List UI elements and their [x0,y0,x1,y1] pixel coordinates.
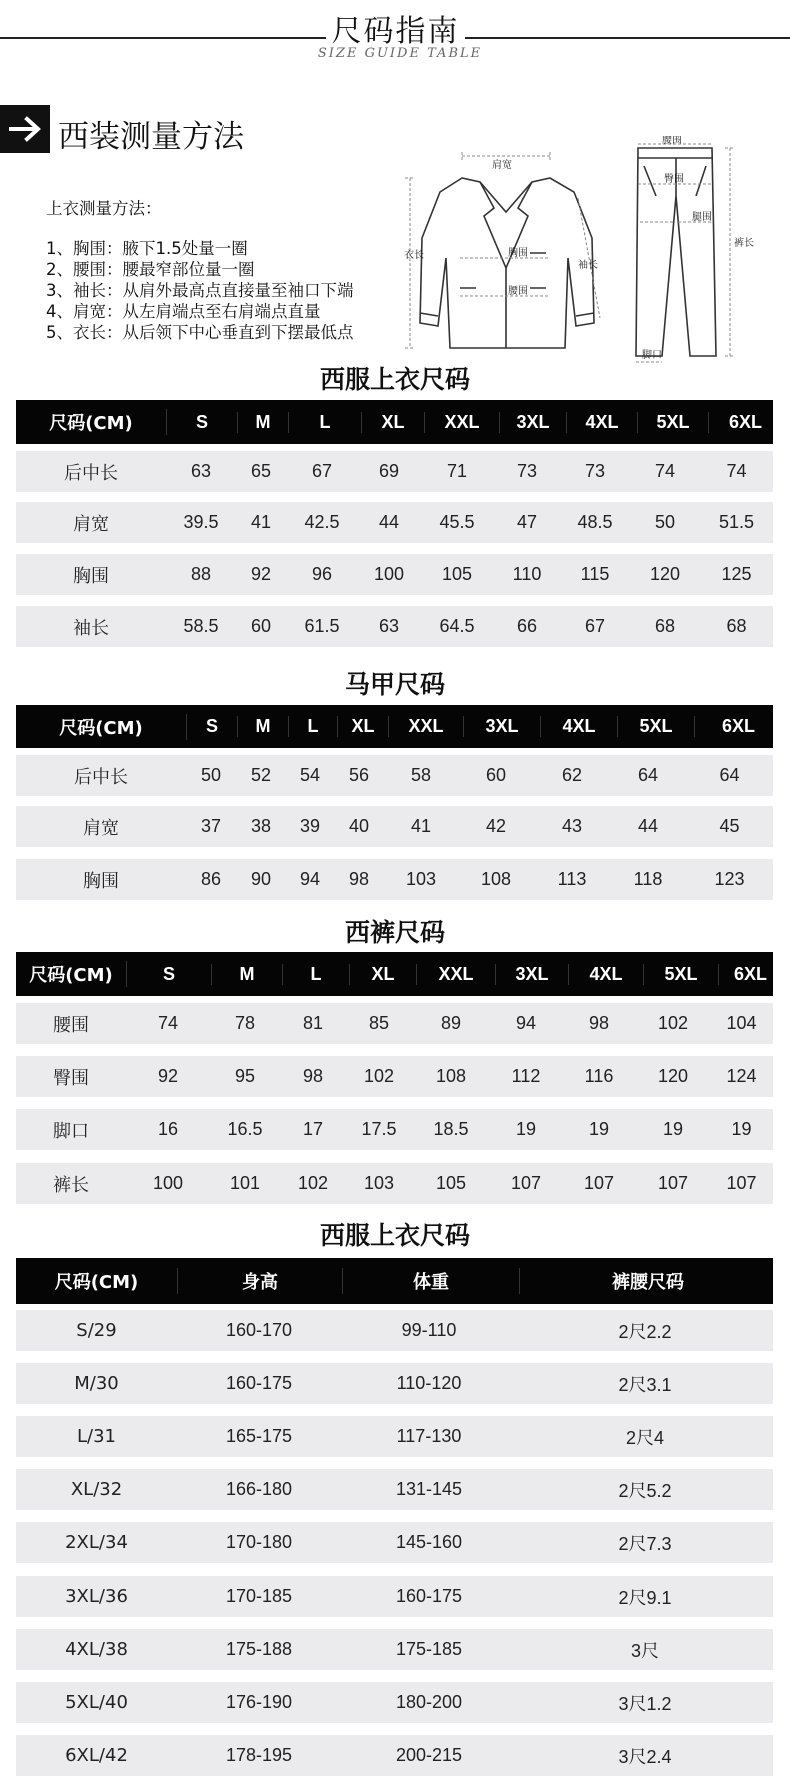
table-header-cell: 5XL [618,716,695,737]
table-cell: 19 [588,1119,610,1139]
table-cell: 117-130 [396,1426,462,1446]
table-cell: 107 [657,1173,689,1193]
table-cell: 48.5 [577,512,613,532]
table-row [16,502,773,543]
table-cell: 3尺2.4 [618,1746,672,1767]
table-row [16,606,773,647]
table-cell: 3尺1.2 [618,1693,672,1714]
table-cell: 64 [637,765,659,785]
table-header-cell: S [167,412,238,433]
table-cell: 124 [726,1066,757,1086]
table-cell: 86 [200,869,222,889]
table-cell: 98 [302,1066,324,1086]
table-cell: 175-188 [225,1639,293,1659]
table-header-row [16,952,773,996]
table-cell: 107 [726,1173,757,1193]
table-cell: 108 [480,869,512,889]
table-row [16,1163,773,1204]
table-header-cell: 6XL [728,411,762,432]
table-cell: 160-175 [225,1373,293,1393]
table-cell: 37 [200,816,222,836]
table-row [16,859,773,900]
table-cell: 92 [250,564,272,584]
table-header-cell: XXL [417,964,496,985]
table-cell: 112 [511,1066,541,1086]
table-cell: 102 [657,1013,689,1033]
table-cell: 178-195 [225,1745,293,1765]
table-row [16,1522,773,1563]
jacket-label-sleeve: 袖长 [578,260,598,271]
table-cell: 94 [515,1013,537,1033]
table-header-cell: L [289,716,338,737]
table-cell: 107 [510,1173,542,1193]
jacket-label-waist: 腰围 [508,286,528,297]
table-cell: 脚口 [53,1120,89,1142]
table-cell: 103 [405,869,437,889]
table-cell: 176-190 [225,1692,293,1712]
table-cell: 71 [446,461,468,481]
table-cell: 65 [250,461,272,481]
table-cell: 17 [302,1119,324,1139]
page-subtitle: SIZE GUIDE TABLE [317,46,483,61]
table-header-cell: XL [362,412,425,433]
pants-label-waist: 腰围 [662,136,682,146]
pants-label-length: 裤长 [734,238,754,249]
table-cell: 81 [302,1013,324,1033]
table-cell: 105 [435,1173,467,1193]
table-header-cell: M [238,716,289,737]
jacket-table-title: 西服上衣尺码 [319,365,470,394]
table-cell: 64.5 [439,616,475,636]
table-cell: 108 [435,1066,467,1086]
table-cell: 41 [410,816,432,836]
table-cell: 64 [719,765,740,785]
table-cell: 92 [157,1066,179,1086]
table-cell: 98 [588,1013,610,1033]
section-heading [0,105,400,153]
fit-table-title: 西服上衣尺码 [319,1221,470,1250]
table-cell: 50 [654,512,676,532]
table-row [16,1363,773,1404]
table-header-cell: 4XL [541,716,618,737]
table-header-cell: XL [350,964,417,985]
table-cell: 107 [583,1173,615,1193]
table-cell: 113 [557,869,587,889]
table-cell: 145-160 [395,1532,463,1552]
table-header-row [16,705,773,748]
table-header-cell: 3XL [496,964,569,985]
pants-label-thigh: 腿围 [692,212,712,223]
table-cell: 43 [561,816,583,836]
table-cell: 63 [378,616,400,636]
table-cell: 166-180 [225,1479,293,1499]
table-cell: 54 [299,765,321,785]
jacket-label-chest: 胸围 [508,248,528,259]
table-cell: 67 [584,616,606,636]
table-cell: 68 [654,616,676,636]
table-row [16,1469,773,1510]
table-cell: 104 [726,1013,757,1033]
table-header-cell: 尺码(CM) [16,714,187,740]
table-cell: 74 [157,1013,179,1033]
fit-size-table [16,1258,773,1774]
table-row [16,1109,773,1150]
table-cell: 18.5 [433,1119,469,1139]
table-cell: M/30 [74,1373,119,1394]
table-cell: 2XL/34 [65,1532,128,1553]
table-cell: 170-180 [225,1532,293,1552]
table-cell: 裤长 [53,1174,89,1196]
table-cell: 38 [250,816,272,836]
jacket-size-table [16,400,773,655]
table-cell: 16 [157,1119,179,1139]
table-cell: 96 [311,564,333,584]
table-cell: 120 [657,1066,689,1086]
table-cell: 52 [250,765,272,785]
table-cell: 105 [441,564,473,584]
table-cell: 78 [234,1013,256,1033]
table-cell: 60 [250,616,272,636]
table-cell: 42.5 [304,512,340,532]
table-header-cell: M [212,964,283,985]
table-cell: 101 [229,1173,261,1193]
table-cell: 180-200 [395,1692,463,1712]
vest-table-title: 马甲尺码 [344,670,445,699]
table-cell: 胸围 [83,870,119,892]
table-header-cell: S [127,964,212,985]
table-cell: 131-145 [395,1479,463,1499]
instruction-step: 1、胸围：腋下1.5处量一圈 [46,239,248,258]
table-row [16,1003,773,1044]
instruction-step: 3、袖长：从肩外最高点直接量至袖口下端 [46,281,354,300]
table-header-cell: 体重 [343,1268,520,1294]
table-cell: 73 [584,461,606,481]
table-header-cell: 4XL [569,964,644,985]
jacket-label-length: 衣长 [404,250,424,261]
table-cell: 44 [378,512,400,532]
table-cell: 51.5 [718,512,755,532]
table-header-cell: XXL [425,412,500,433]
table-cell: 肩宽 [83,817,119,839]
table-cell: 后中长 [74,766,128,788]
jacket-label-shoulder: 肩宽 [492,160,512,171]
table-cell: 19 [515,1119,537,1139]
table-header-cell: 5XL [638,412,709,433]
table-cell: 2尺4 [625,1427,665,1448]
table-cell: 63 [190,461,212,481]
table-header-cell: 尺码(CM) [16,961,127,987]
table-cell: 100 [152,1173,184,1193]
table-cell: XL/32 [70,1479,123,1500]
table-cell: 2尺7.3 [618,1533,672,1554]
table-cell: 165-175 [225,1426,293,1446]
table-cell: 胸围 [73,565,109,587]
instruction-step: 5、衣长：从后领下中心垂直到下摆最低点 [46,323,354,342]
page-header [0,0,790,70]
table-cell: 115 [580,564,610,584]
table-cell: 98 [348,869,370,889]
table-cell: 61.5 [304,616,340,636]
pants-size-table [16,952,773,1210]
table-cell: 19 [731,1119,752,1139]
table-cell: 99-110 [401,1320,457,1340]
vest-size-table [16,705,773,905]
table-header-cell: M [238,412,289,433]
table-row [16,1310,773,1351]
table-row [16,1682,773,1723]
table-row [16,1576,773,1617]
table-header-cell: 4XL [567,412,638,433]
table-cell: 123 [714,869,745,889]
table-cell: 袖长 [73,617,109,639]
table-cell: 6XL/42 [65,1745,128,1766]
table-cell: 90 [250,869,272,889]
table-cell: 50 [200,765,222,785]
table-cell: 2尺2.2 [618,1321,672,1342]
table-cell: 110-120 [396,1373,462,1393]
table-cell: 160-170 [225,1320,293,1340]
table-cell: 42 [485,816,507,836]
table-cell: 74 [726,461,747,481]
table-cell: 19 [662,1119,684,1139]
table-row [16,1735,773,1776]
instruction-step: 4、肩宽：从左肩端点至右肩端点直量 [46,302,321,321]
measure-instructions [46,198,354,343]
table-cell: 41 [250,512,272,532]
pants-label-hem: 脚口 [642,350,662,361]
table-header-row [16,400,773,444]
table-cell: 后中长 [64,462,118,484]
section-title: 西装测量方法 [58,119,244,155]
pants-table-title: 西裤尺码 [344,918,445,947]
table-header-cell: XL [338,716,389,737]
table-cell: 3尺 [630,1640,659,1661]
table-cell: 125 [721,564,752,584]
table-cell: 68 [726,616,747,636]
table-cell: 175-185 [395,1639,463,1659]
table-header-cell: 6XL [721,716,755,736]
instruction-step: 2、腰围：腰最窄部位量一圈 [46,260,255,279]
instructions-intro: 上衣测量方法： [46,199,162,218]
table-row [16,1629,773,1670]
table-header-cell: XXL [389,716,464,737]
table-cell: 95 [234,1066,256,1086]
table-cell: 110 [512,564,542,584]
table-cell: 56 [348,765,370,785]
table-header-cell: 6XL [733,963,767,984]
table-header-cell: 身高 [178,1268,343,1294]
table-cell: 116 [584,1066,614,1086]
table-header-cell: S [187,716,238,737]
table-cell: 腰围 [53,1014,89,1036]
table-header-cell: 尺码(CM) [16,409,167,435]
table-cell: 4XL/38 [65,1639,128,1660]
table-cell: 2尺9.1 [618,1587,672,1608]
table-cell: 45 [719,816,740,836]
table-row [16,1416,773,1457]
table-row [16,755,773,796]
jacket-diagram [400,148,610,358]
table-cell: 118 [633,869,663,889]
table-cell: 3XL/36 [65,1586,128,1607]
table-cell: 62 [561,765,583,785]
table-header-row [16,1258,773,1304]
table-cell: 74 [654,461,676,481]
table-cell: 5XL/40 [65,1692,128,1713]
table-cell: 肩宽 [73,513,109,535]
table-cell: 88 [190,564,212,584]
table-cell: 58.5 [183,616,219,636]
table-cell: 45.5 [439,512,475,532]
table-cell: 臀围 [53,1067,89,1089]
arrow-right-icon [0,105,50,153]
table-cell: 160-175 [395,1586,463,1606]
table-cell: 102 [297,1173,329,1193]
table-cell: 103 [363,1173,395,1193]
table-cell: 66 [516,616,538,636]
pants-label-hip: 臀围 [664,174,684,185]
pants-diagram [620,136,760,366]
table-cell: 69 [378,461,400,481]
table-header-cell: 尺码(CM) [16,1268,178,1294]
table-cell: 89 [440,1013,462,1033]
table-cell: 40 [348,816,370,836]
table-cell: 60 [485,765,507,785]
table-cell: 47 [516,512,538,532]
table-cell: 120 [649,564,681,584]
table-header-cell: 5XL [644,964,719,985]
table-cell: 16.5 [227,1119,263,1139]
table-cell: 200-215 [395,1745,463,1765]
table-cell: 94 [299,869,321,889]
table-cell: S/29 [76,1320,117,1341]
table-header-cell: 3XL [464,716,541,737]
page-title: 尺码指南 [331,14,460,49]
table-cell: 58 [410,765,432,785]
table-cell: 2尺3.1 [618,1374,672,1395]
table-header-cell: 裤腰尺码 [612,1272,684,1292]
table-cell: 39.5 [183,512,219,532]
table-cell: 170-185 [225,1586,293,1606]
table-header-cell: 3XL [500,412,567,433]
table-cell: 39 [299,816,321,836]
table-row [16,451,773,492]
table-cell: 73 [516,461,538,481]
table-row [16,806,773,847]
table-cell: 102 [363,1066,395,1086]
table-cell: 67 [311,461,333,481]
table-cell: 17.5 [361,1119,397,1139]
table-row [16,1056,773,1097]
table-row [16,554,773,595]
table-cell: 2尺5.2 [618,1480,672,1501]
table-header-cell: L [289,412,362,433]
table-cell: L/31 [77,1426,116,1447]
table-cell: 44 [637,816,659,836]
header-rule-right [465,37,790,39]
table-header-cell: L [283,964,350,985]
table-cell: 85 [368,1013,390,1033]
table-cell: 100 [373,564,405,584]
header-rule-left [0,37,326,39]
